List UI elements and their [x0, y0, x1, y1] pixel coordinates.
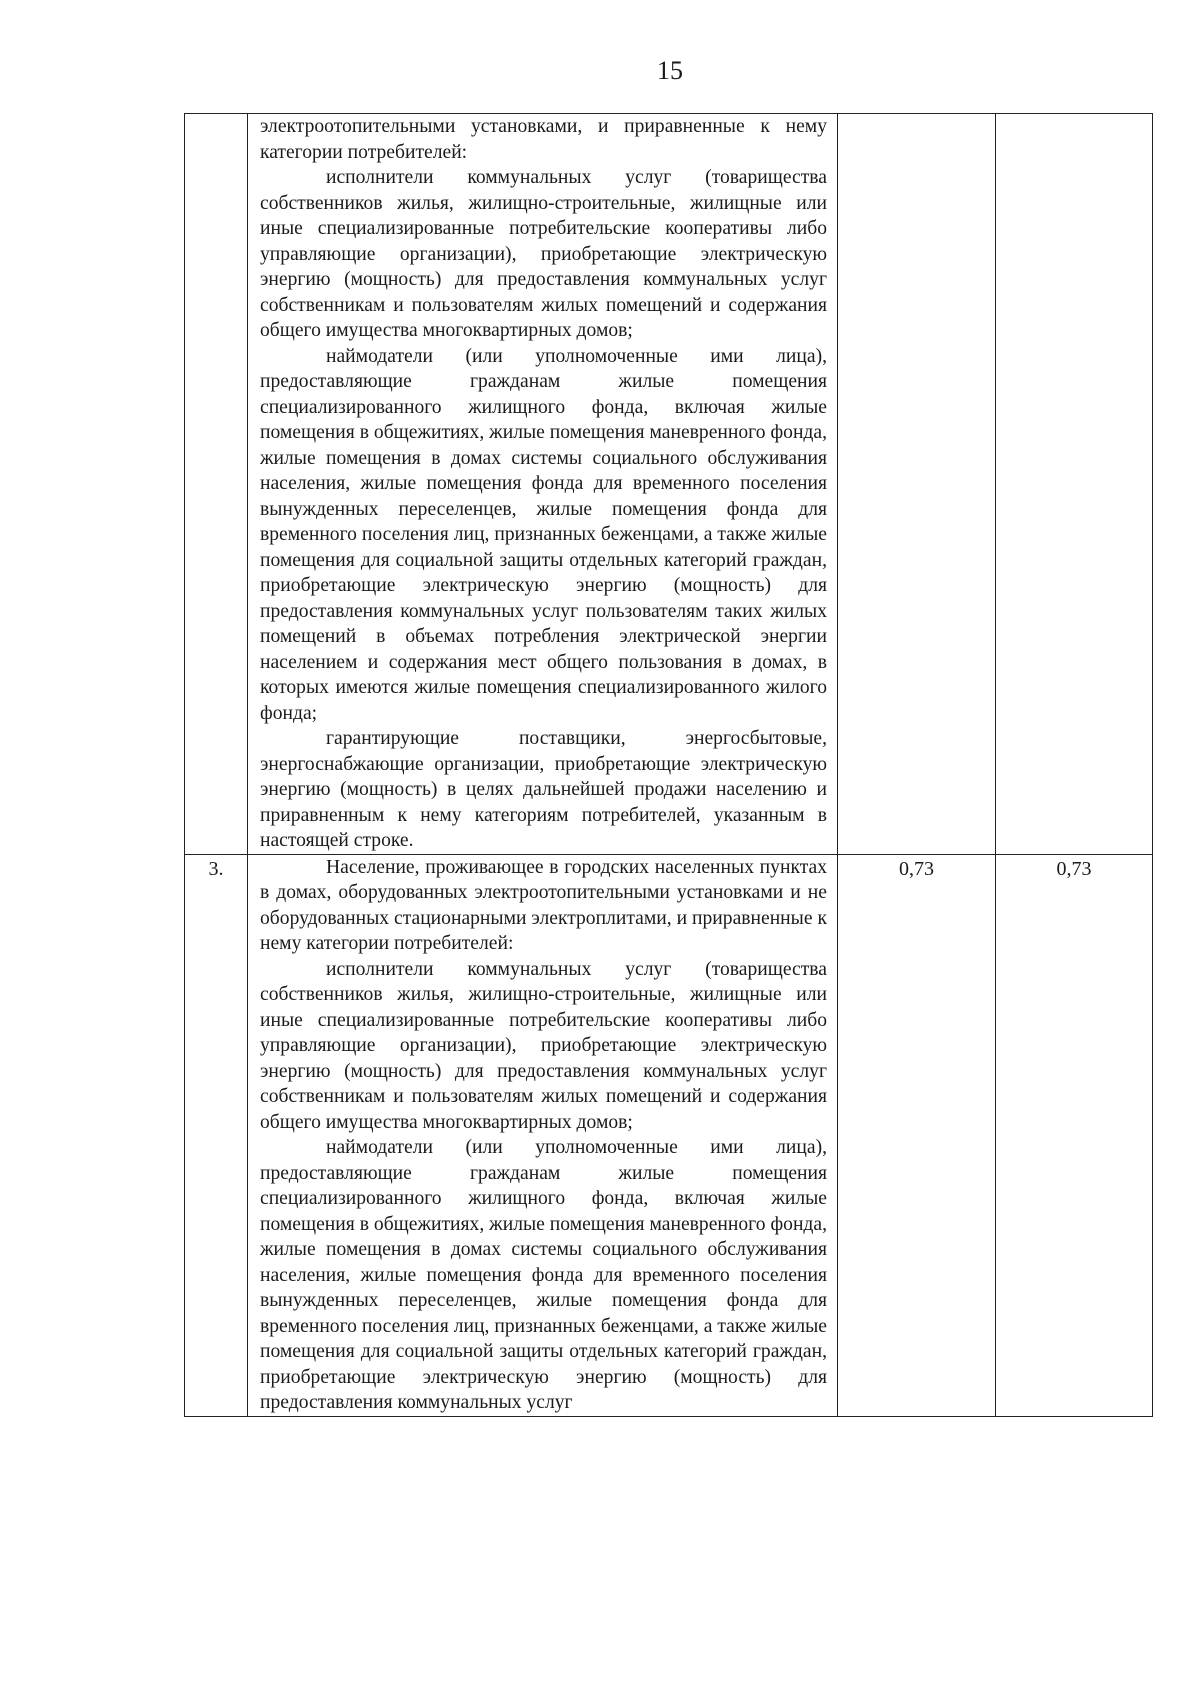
- description-paragraph: Население, проживающее в городских населенных пунктах в домах, оборудованных электроотопительными установками и не оборудованных стационарными электроплитами, и приравненные к нему категории потребителей:: [260, 856, 827, 954]
- page-number: 15: [657, 56, 683, 85]
- description-paragraph: исполнители коммунальных услуг (товарищества собственников жилья, жилищно-строительные, жилищные или иные специализированные потребительские кооперативы либо управляющие организации), приобретающие электрическую энергию (мощность) для предоставления коммунальных услуг собственникам и пользователям жилых помещений и содержания общего имущества многоквартирных домов;: [260, 167, 827, 341]
- description-paragraph: наймодатели (или уполномоченные ими лица), предоставляющие гражданам жилые помещения специализированного жилищного фонда, включая жилые помещения в общежитиях, жилые помещения маневренного фонда, жилые помещения в домах системы социального обслуживания населения, жилые помещения фонда для временного поселения вынужденных переселенцев, жилые помещения фонда для временного поселения лиц, признанных беженцами, а также жилые помещения для социальной защиты отдельных категорий граждан, приобретающие электрическую энергию (мощность) для предоставления коммунальных услуг: [260, 1137, 827, 1413]
- tariff-value-cell-2: [996, 114, 1153, 855]
- table-row: [185, 854, 1153, 1416]
- row-description-cell: [248, 854, 838, 1416]
- description-paragraph: гарантирующие поставщики, энергосбытовые, энергоснабжающие организации, приобретающие электрическую энергию (мощность) в целях дальнейшей продажи населению и приравненным к нему категориям потребителей, указанным в настоящей строке.: [260, 728, 827, 851]
- tariff-value-cell-2: 0,73: [996, 854, 1153, 1416]
- description-paragraph: наймодатели (или уполномоченные ими лица), предоставляющие гражданам жилые помещения специализированного жилищного фонда, включая жилые помещения в общежитиях, жилые помещения маневренного фонда, жилые помещения в домах системы социального обслуживания населения, жилые помещения фонда для временного поселения вынужденных переселенцев, жилые помещения фонда для временного поселения лиц, признанных беженцами, а также жилые помещения для социальной защиты отдельных категорий граждан, приобретающие электрическую энергию (мощность) для предоставления коммунальных услуг пользователям таких жилых помещений в объемах потребления электрической энергии населением и содержания мест общего пользования в домах, в которых имеются жилые помещения специализированного жилого фонда;: [260, 345, 827, 724]
- row-number-cell: [185, 114, 248, 855]
- tariff-value-cell-1: 0,73: [838, 854, 996, 1416]
- tariff-table: [184, 113, 1153, 1417]
- description-paragraph: исполнители коммунальных услуг (товарищества собственников жилья, жилищно-строительные, жилищные или иные специализированные потребительские кооперативы либо управляющие организации), приобретающие электрическую энергию (мощность) для предоставления коммунальных услуг собственникам и пользователям жилых помещений и содержания общего имущества многоквартирных домов;: [260, 958, 827, 1133]
- description-paragraph: электроотопительными установками, и приравненные к нему категории потребителей:: [260, 116, 827, 163]
- row-number-cell: 3.: [185, 854, 248, 1416]
- tariff-value-cell-1: [838, 114, 996, 855]
- table-row: [185, 114, 1153, 855]
- row-description-cell: [248, 114, 838, 855]
